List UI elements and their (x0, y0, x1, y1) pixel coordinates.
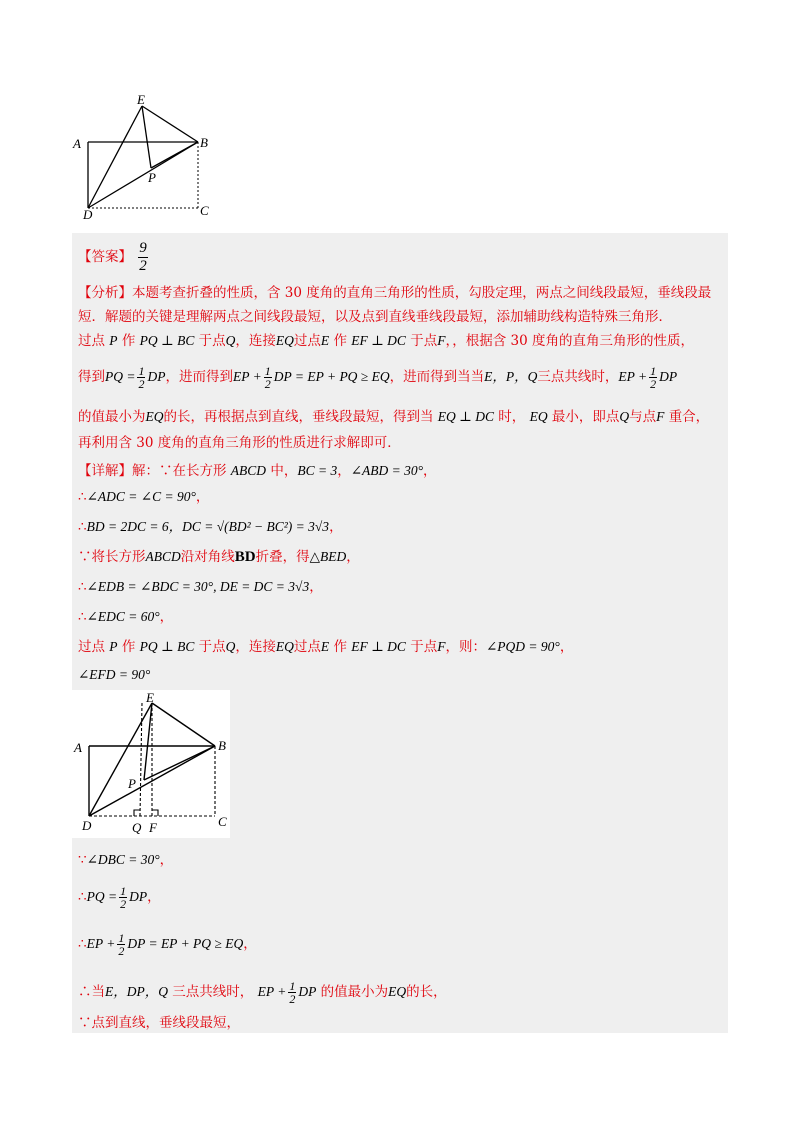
fig1-label-D: D (83, 207, 93, 222)
analysis-line-3: 过点 P 作 PQ ⊥ BC 于点Q，连接EQ过点E 作 EF ⊥ DC 于点F，，根据含 30 度角的直角三角形的性质， (78, 333, 694, 349)
after-line-4: ∴当E，DP，Q 三点共线时， EP + $\frac{1}{2}$ DP 的值最小为EQ的长， (78, 979, 447, 1006)
analysis-line-2: 短．解题的关键是理解两点之间线段最短，以及点到直线垂线段最短，添加辅助线构造特殊三角形． (78, 309, 672, 325)
detail-line-7: 过点 P 作 PQ ⊥ BC 于点Q，连接EQ过点E 作 EF ⊥ DC 于点F，则：∠PQD = 90°， (78, 639, 574, 655)
after-line-1: ∵∠DBC = 30°， (78, 852, 174, 868)
detail-line-3: ∴BD = 2DC = 6，DC = √(BD² − BC²) = 3√3， (78, 519, 343, 535)
fig2-label-F: F (149, 820, 157, 835)
fig1-label-B: B (200, 135, 208, 150)
fig2-label-B: B (218, 738, 226, 753)
answer-line (78, 240, 150, 275)
analysis-line-5: 的值最小为EQ的长，再根据点到直线，垂线段最短，得到当 EQ ⊥ DC 时， EQ 最小，即点Q与点F 重合， (78, 409, 710, 425)
answer-fraction: $\frac{9}{2}$ (139, 240, 147, 274)
fig2-label-D: D (82, 818, 92, 833)
fig1-label-P: P (148, 170, 156, 185)
fig2-label-Q: Q (132, 820, 142, 835)
fig1-label-E: E (137, 92, 145, 107)
fig2-label-E: E (146, 690, 154, 705)
analysis-line-6: 再利用含 30 度角的直角三角形的性质进行求解即可． (78, 435, 401, 451)
detail-line-2: ∴∠ADC = ∠C = 90°， (78, 489, 210, 505)
answer-tag: 【答案】 (78, 249, 132, 265)
detail-line-8: ∠EFD = 90° (78, 667, 151, 682)
analysis-line-1: 【分析】本题考查折叠的性质，含 30 度角的直角三角形的性质，勾股定理，两点之间线段最短，垂线段最 (78, 285, 712, 301)
analysis-line-4: 得到PQ = $\frac{1}{2}$ DP，进而得到EP + $\frac{1}{2}$ DP = EP + PQ ≥ EQ，进而得到当当E，P，Q三点共线时，EP + $\frac{1}{2}$ DP (78, 364, 678, 391)
fig1-label-C: C (200, 203, 209, 218)
detail-line-6: ∴∠EDC = 60°， (78, 609, 174, 625)
detail-line-4: ∵将长方形ABCD沿对角线BD折叠，得△BED， (78, 549, 360, 565)
fig1-label-A: A (73, 136, 81, 151)
figure-1-diagram (70, 92, 220, 222)
detail-line-1: 【详解】解：∵在长方形 ABCD 中，BC = 3，∠ABD = 30°， (78, 463, 437, 479)
after-line-2: ∴PQ = $\frac{1}{2}$ DP， (78, 884, 161, 911)
detail-line-5: ∴∠EDB = ∠BDC = 30°, DE = DC = 3√3， (78, 579, 323, 595)
fig2-label-A: A (74, 740, 82, 755)
fig2-label-P: P (128, 776, 136, 791)
figure-2-diagram (72, 690, 230, 838)
after-line-3: ∴EP + $\frac{1}{2}$ DP = EP + PQ ≥ EQ， (78, 931, 257, 958)
solution-block (72, 233, 728, 1033)
fig2-label-C: C (218, 814, 227, 829)
after-line-5: ∵点到直线，垂线段最短， (78, 1015, 240, 1031)
